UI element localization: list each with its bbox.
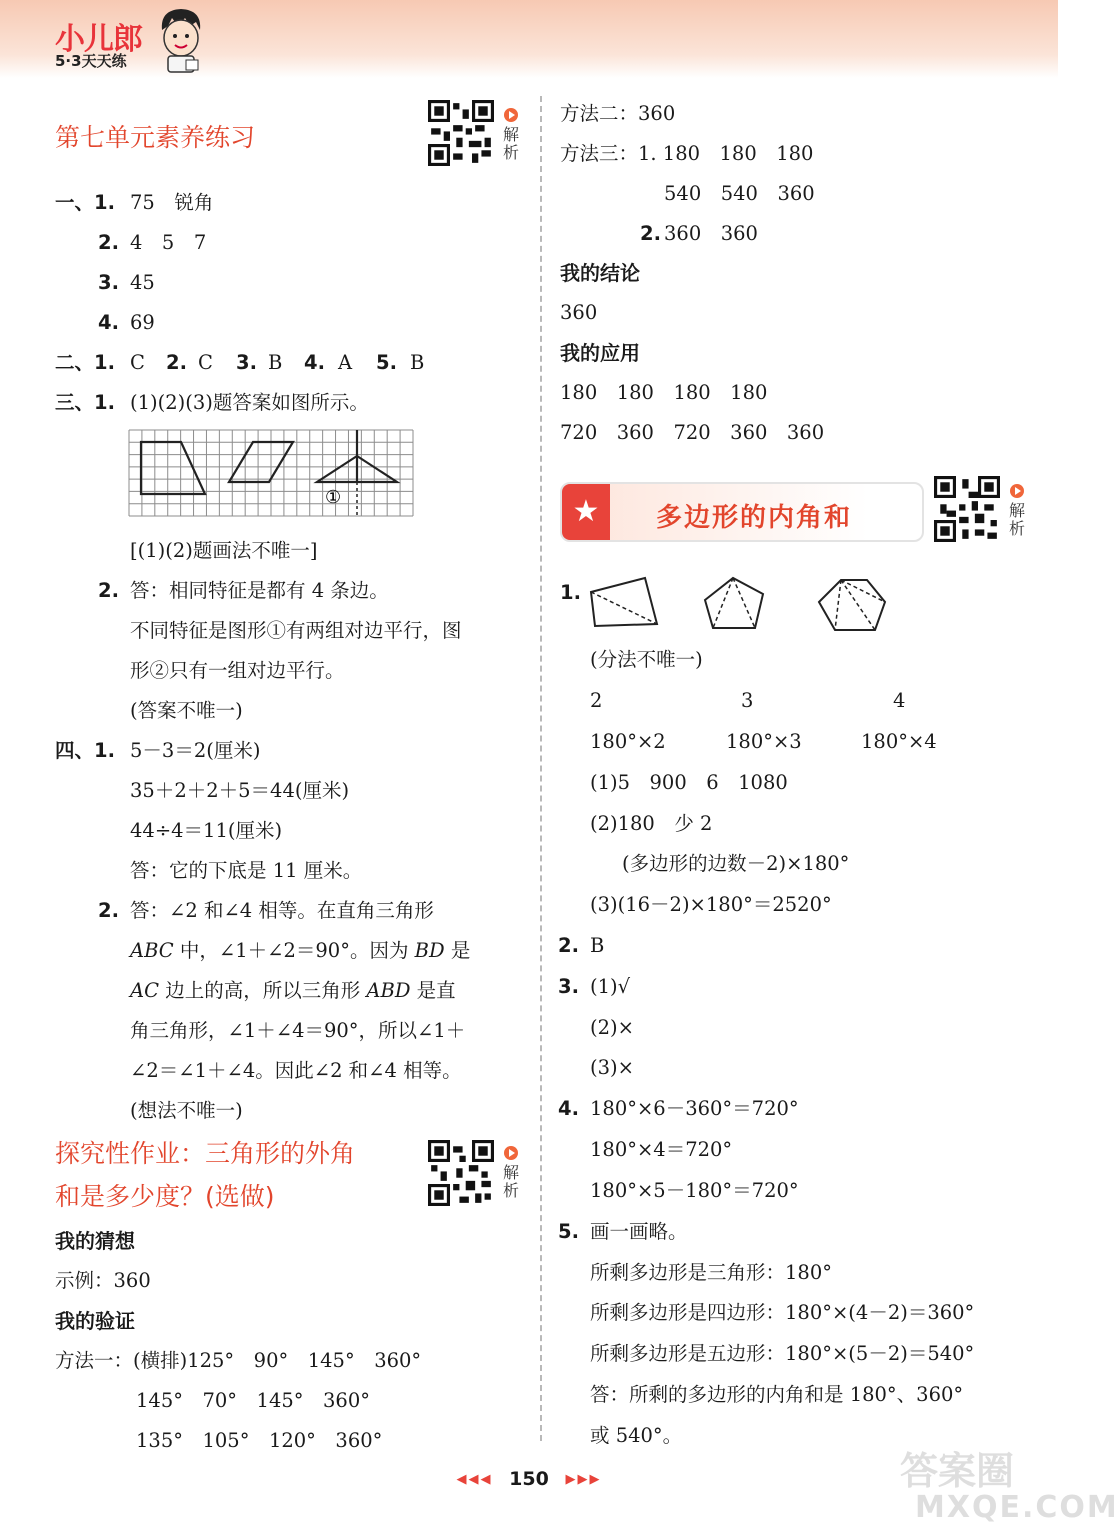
- question-number: 一、1.: [55, 191, 115, 214]
- section-title-polygon-angles: 多边形的内角和: [656, 503, 853, 533]
- qr-label: 解析: [502, 125, 519, 163]
- section-title-exploration-cont: 和是多少度？(选做): [55, 1182, 275, 1211]
- polygon-diagrams: [585, 572, 895, 636]
- question-number: 2.: [98, 231, 119, 254]
- answer-text: AC 边上的高，所以三角形 ABD 是直: [130, 979, 456, 1002]
- answer-text: 所剩多边形是三角形：180°: [590, 1261, 832, 1284]
- answer-text: (1)(2)(3)题答案如图所示。: [130, 391, 369, 414]
- qr-code-icon[interactable]: [428, 1140, 494, 1206]
- subsection-heading: 我的猜想: [55, 1229, 135, 1253]
- answer-text: 所剩多边形是四边形：180°×(4－2)＝360°: [590, 1301, 975, 1324]
- answer-note: (分法不唯一): [590, 648, 703, 671]
- answer-text: ∠2＝∠1＋∠4。因此∠2 和∠4 相等。: [130, 1059, 462, 1082]
- section-banner: [560, 482, 924, 542]
- answer-text: B: [410, 351, 425, 374]
- answer-text: 答：∠2 和∠4 相等。在直角三角形: [130, 899, 434, 922]
- answer-text: 135° 105° 120° 360°: [136, 1429, 383, 1452]
- answer-text: 180°×5－180°＝720°: [590, 1179, 799, 1202]
- answer-text: 360 360: [664, 222, 758, 245]
- subsection-heading: 我的结论: [560, 261, 640, 285]
- answer-text: 720 360 720 360 360: [560, 421, 825, 444]
- answer-text: (1)√: [590, 975, 631, 998]
- answer-text: C: [130, 351, 145, 374]
- answer-text: 答：它的下底是 11 厘米。: [130, 859, 363, 882]
- answer-text: 答：所剩的多边形的内角和是 180°、360°: [590, 1383, 964, 1406]
- grid-figure: [129, 430, 413, 516]
- star-icon: ★: [562, 484, 610, 540]
- answer-text: B: [590, 934, 605, 957]
- question-number: 3.: [558, 975, 579, 998]
- answer-text: 360: [560, 301, 598, 324]
- next-arrows-icon: ▶▶▶: [565, 1472, 602, 1487]
- answer-text: (2)180 少 2: [590, 812, 713, 835]
- prev-arrows-icon: ◀◀◀: [456, 1472, 493, 1487]
- answer-text: 不同特征是图形①有两组对边平行，图: [130, 619, 462, 642]
- answer-text: (3)(16－2)×180°＝2520°: [590, 893, 832, 916]
- question-number: 3.: [236, 351, 257, 374]
- play-icon[interactable]: [504, 108, 518, 122]
- answer-text: (1)5 900 6 1080: [590, 771, 788, 794]
- question-number: 3.: [98, 271, 119, 294]
- answer-text: 69: [130, 311, 155, 334]
- answer-text: 方法二：360: [560, 102, 676, 125]
- qr-label: 解析: [1008, 501, 1025, 539]
- qr-code-icon[interactable]: [428, 100, 494, 166]
- answer-text: 方法三：1. 180 180 180: [560, 142, 814, 165]
- answer-text: 180 180 180 180: [560, 381, 768, 404]
- answer-text: 形②只有一组对边平行。: [130, 659, 345, 682]
- answer-text: A: [338, 351, 353, 374]
- answer-text: 540 540 360: [664, 182, 815, 205]
- answer-text: 145° 70° 145° 360°: [136, 1389, 370, 1412]
- answer-text: 180°×2: [590, 730, 666, 753]
- answer-text: 或 540°。: [590, 1424, 683, 1447]
- watermark-url: MXQE.COM: [915, 1490, 1119, 1525]
- brand-logo: 小儿郎: [55, 22, 142, 57]
- answer-text: 4: [893, 689, 906, 712]
- answer-text: 2: [590, 689, 603, 712]
- answer-text: (2)×: [590, 1016, 634, 1039]
- answer-note: [(1)(2)题画法不唯一]: [130, 539, 318, 562]
- subsection-heading: 我的应用: [560, 341, 640, 365]
- answer-text: 示例：360: [55, 1269, 151, 1292]
- answer-text: 45: [130, 271, 155, 294]
- question-number: 5.: [376, 351, 397, 374]
- answer-text: B: [268, 351, 283, 374]
- answer-text: 180°×4: [861, 730, 937, 753]
- answer-text: 角三角形，∠1＋∠4＝90°，所以∠1＋: [130, 1019, 466, 1042]
- question-number: 1.: [560, 581, 581, 604]
- figure-label: ①: [325, 487, 342, 508]
- question-number: 2.: [98, 579, 119, 602]
- answer-note: (答案不唯一): [130, 699, 243, 722]
- watermark-logo: 答案圈: [900, 1449, 1015, 1493]
- answer-text: 180°×4＝720°: [590, 1138, 733, 1161]
- question-number: 4.: [558, 1097, 579, 1120]
- answer-text: ABC 中，∠1＋∠2＝90°。因为 BD 是: [130, 939, 471, 962]
- section-title-exploration: 探究性作业：三角形的外角: [55, 1139, 356, 1168]
- question-number: 三、1.: [55, 391, 115, 414]
- answer-text: 180°×6－360°＝720°: [590, 1097, 799, 1120]
- answer-text: (多边形的边数－2)×180°: [622, 852, 850, 875]
- question-number: 4.: [304, 351, 325, 374]
- answer-text: 所剩多边形是五边形：180°×(5－2)＝540°: [590, 1342, 975, 1365]
- question-number: 二、1.: [55, 351, 115, 374]
- brand-subtitle: 5·3天天练: [55, 52, 127, 70]
- page-number: 150: [509, 1468, 549, 1490]
- column-divider: [540, 96, 542, 1441]
- question-number: 四、1.: [55, 739, 115, 762]
- answer-note: (想法不唯一): [130, 1099, 243, 1122]
- answer-text: 方法一：(横排)125° 90° 145° 360°: [55, 1349, 422, 1372]
- section-title-unit7: 第七单元素养练习: [55, 123, 256, 152]
- answer-text: 4 5 7: [130, 231, 207, 254]
- answer-text: 180°×3: [726, 730, 802, 753]
- answer-text: (3)×: [590, 1056, 634, 1079]
- answer-text: C: [198, 351, 213, 374]
- qr-label: 解析: [502, 1163, 519, 1201]
- question-number: 2.: [558, 934, 579, 957]
- question-number: 2.: [640, 222, 661, 245]
- question-number: 2.: [98, 899, 119, 922]
- answer-text: 画一画略。: [590, 1220, 688, 1243]
- answer-text: 答：相同特征是都有 4 条边。: [130, 579, 389, 602]
- question-number: 2.: [166, 351, 187, 374]
- question-number: 4.: [98, 311, 119, 334]
- question-number: 5.: [558, 1220, 579, 1243]
- answer-text: 35＋2＋2＋5＝44(厘米): [130, 779, 350, 802]
- qr-code-icon[interactable]: [934, 476, 1000, 542]
- answer-text: 44÷4＝11(厘米): [130, 819, 283, 842]
- answer-text: 5－3＝2(厘米): [130, 739, 261, 762]
- subsection-heading: 我的验证: [55, 1309, 135, 1333]
- play-icon[interactable]: [1010, 484, 1024, 498]
- mascot-icon: [150, 4, 212, 74]
- answer-text: 3: [741, 689, 754, 712]
- play-icon[interactable]: [504, 1146, 518, 1160]
- answer-text: 75 锐角: [130, 191, 214, 214]
